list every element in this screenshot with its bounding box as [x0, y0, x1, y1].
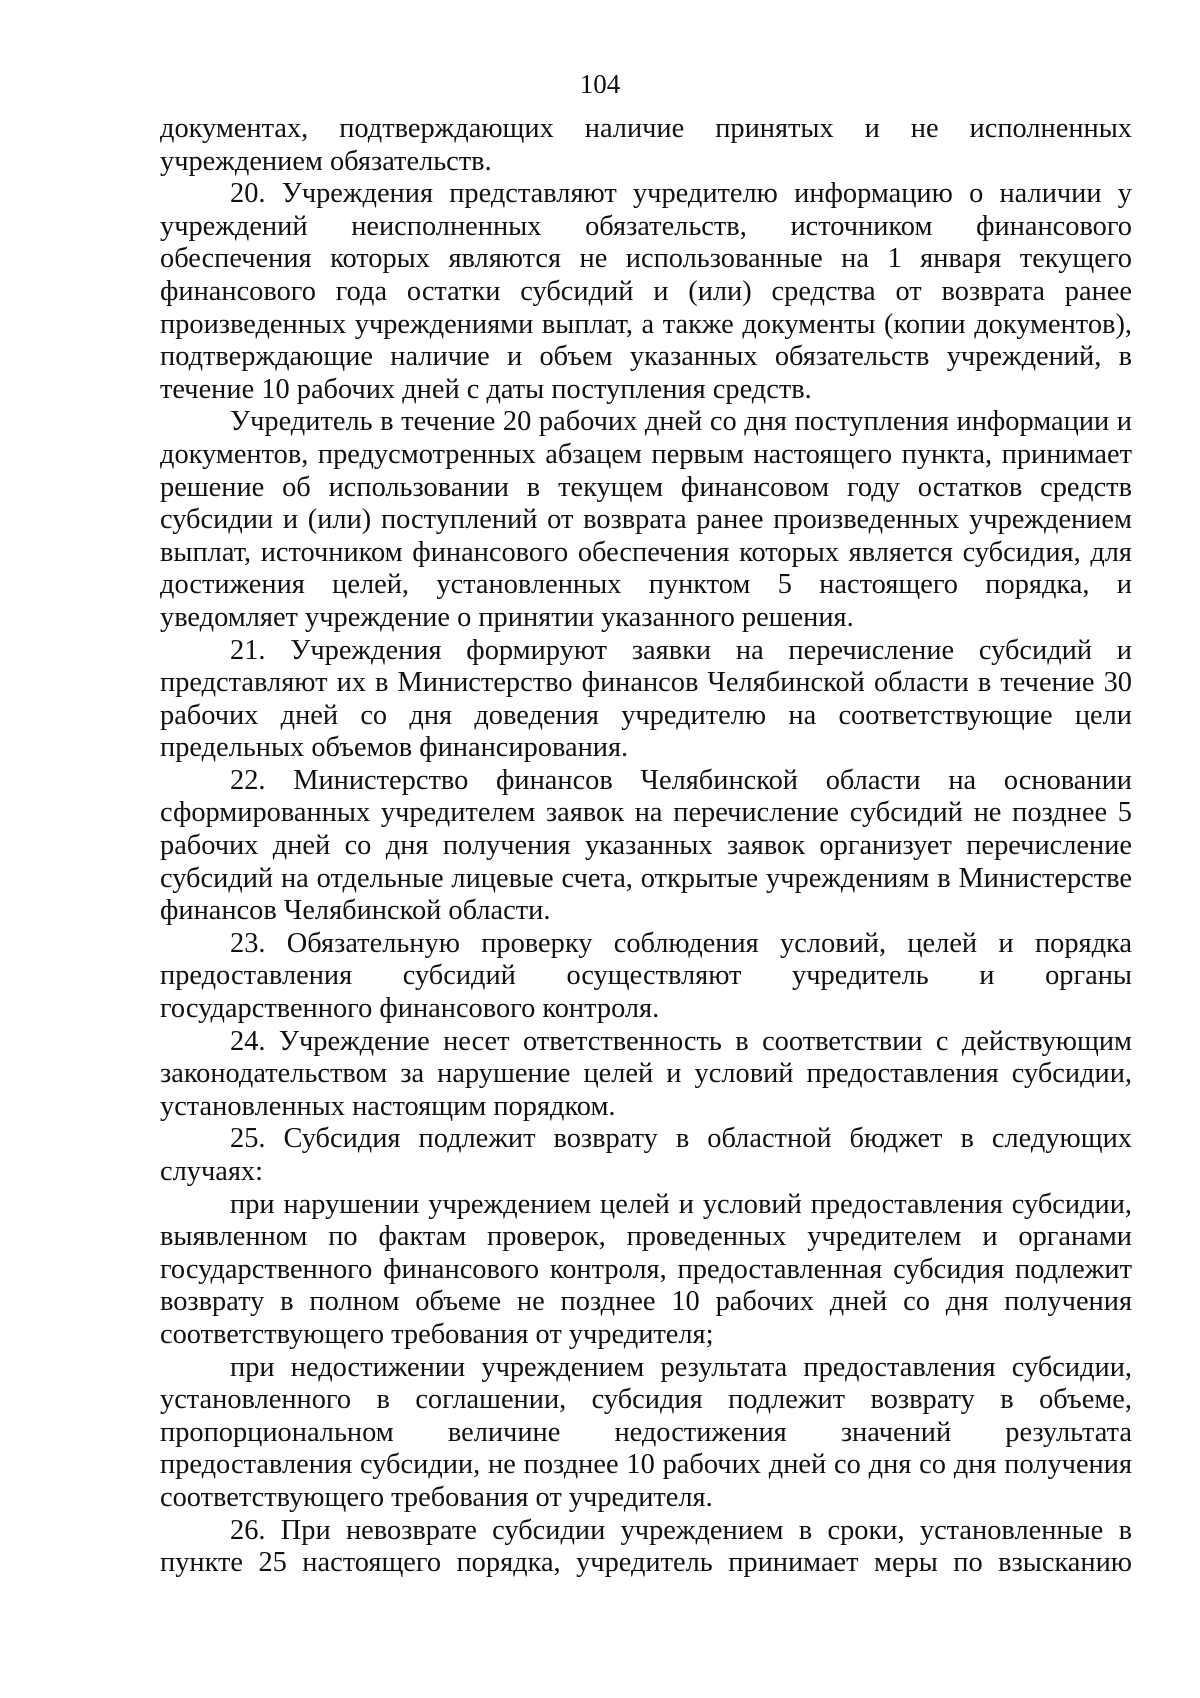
text-line: учреждений неисполненных обязательств, источником финансового: [160, 210, 1132, 242]
text-line: предельных объемов финансирования.: [160, 732, 629, 764]
paragraph: [160, 635, 1132, 765]
text-line: подтверждающие наличие и объем указанных обязательств учреждений, в: [160, 341, 1132, 373]
text-line: обеспечения которых являются не использованные на 1 января текущего: [160, 243, 1132, 275]
text-line: соответствующего требования от учредителя.: [160, 1481, 713, 1513]
text-line: пункте 25 настоящего порядка, учредитель принимает меры по взысканию: [160, 1547, 1132, 1579]
text-line: при недостижении учреждением результата предоставления субсидии,: [230, 1351, 1132, 1383]
text-line: при нарушении учреждением целей и условий предоставления субсидии,: [230, 1188, 1132, 1220]
text-line: достижения целей, установленных пунктом 5 настоящего порядка, и: [160, 569, 1132, 601]
paragraph: [160, 1123, 1132, 1188]
text-line: уведомляет учреждение о принятии указанного решения.: [160, 601, 854, 633]
text-line: государственного финансового контроля.: [160, 993, 660, 1025]
text-line: 23. Обязательную проверку соблюдения условий, целей и порядка: [230, 927, 1132, 959]
paragraph: [160, 928, 1132, 1026]
paragraph: [160, 765, 1132, 928]
text-line: возврату в полном объеме не позднее 10 рабочих дней со дня получения: [160, 1286, 1132, 1318]
text-line: субсидии и (или) поступлений от возврата ранее произведенных учреждением: [160, 504, 1132, 536]
text-line: 22. Министерство финансов Челябинской области на основании: [230, 764, 1132, 796]
text-line: 20. Учреждения представляют учредителю информацию о наличии у: [230, 178, 1132, 210]
text-line: выявленном по фактам проверок, проведенных учредителем и органами: [160, 1221, 1132, 1253]
text-line: учреждением обязательств.: [160, 145, 492, 177]
text-line: субсидий на отдельные лицевые счета, открытые учреждениям в Министерстве: [160, 862, 1132, 894]
text-line: государственного финансового контроля, предоставленная субсидия подлежит: [160, 1253, 1132, 1285]
text-line: документах, подтверждающих наличие принятых и не исполненных: [160, 113, 1132, 144]
text-line: 26. При невозврате субсидии учреждением в сроки, установленные в: [230, 1514, 1132, 1546]
text-line: решение об использовании в текущем финансовом году остатков средств: [160, 471, 1132, 503]
text-line: пропорциональном величине недостижения значений результата: [160, 1416, 1132, 1448]
text-line: течение 10 рабочих дней с даты поступления средств.: [160, 373, 812, 405]
paragraph: [160, 1189, 1132, 1352]
text-line: представляют их в Министерство финансов Челябинской области в течение 30: [160, 667, 1132, 699]
text-line: выплат, источником финансового обеспечения которых является субсидия, для: [160, 536, 1132, 568]
paragraph: [160, 1515, 1132, 1580]
text-line: установленного в соглашении, субсидия подлежит возврату в объеме,: [160, 1384, 1132, 1416]
paragraph: [160, 113, 1132, 178]
paragraph: [160, 406, 1132, 634]
text-line: случаях:: [160, 1156, 263, 1187]
paragraph: [160, 1352, 1132, 1515]
text-line: документов, предусмотренных абзацем первым настоящего пункта, принимает: [160, 438, 1132, 470]
text-line: рабочих дней со дня доведения учредителю на соответствующие цели: [160, 699, 1132, 731]
text-line: соответствующего требования от учредителя;: [160, 1318, 714, 1350]
text-line: 25. Субсидия подлежит возврату в областной бюджет в следующих: [230, 1123, 1132, 1155]
paragraph: [160, 178, 1132, 406]
text-line: финансов Челябинской области.: [160, 895, 551, 927]
text-line: предоставления субсидии, не позднее 10 рабочих дней со дня со дня получения: [160, 1449, 1132, 1481]
text-line: 21. Учреждения формируют заявки на перечисление субсидий и: [230, 634, 1132, 666]
text-line: установленных настоящим порядком.: [160, 1090, 616, 1122]
text-line: сформированных учредителем заявок на перечисление субсидий не позднее 5: [160, 797, 1132, 829]
paragraph: [160, 1026, 1132, 1124]
text-line: произведенных учреждениями выплат, а также документы (копии документов),: [160, 308, 1132, 340]
text-line: 24. Учреждение несет ответственность в соответствии с действующим: [230, 1025, 1132, 1057]
text-line: рабочих дней со дня получения указанных заявок организует перечисление: [160, 830, 1132, 862]
text-line: финансового года остатки субсидий и (или) средства от возврата ранее: [160, 275, 1132, 307]
text-line: Учредитель в течение 20 рабочих дней со дня поступления информации и: [230, 406, 1132, 438]
page-number: 104: [579, 69, 621, 99]
document-body: [160, 113, 1132, 1580]
text-line: предоставления субсидий осуществляют учредитель и органы: [160, 960, 1132, 992]
text-line: законодательством за нарушение целей и условий предоставления субсидии,: [160, 1058, 1132, 1090]
